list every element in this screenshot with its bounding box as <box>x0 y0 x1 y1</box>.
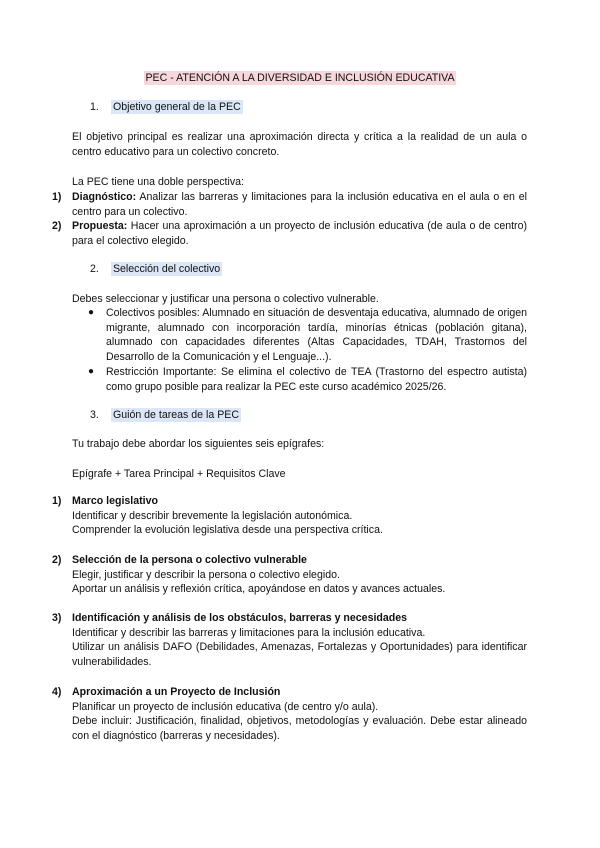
task-title: Identificación y análisis de los obstáculos, barreras y necesidades <box>72 612 408 624</box>
task-line: Aportar un análisis y reflexión crítica, apoyándose en datos y avances actuales. <box>72 583 446 595</box>
s3-formula: Epígrafe + Tarea Principal + Requisitos Clave <box>72 468 286 480</box>
s1-item-2 <box>52 219 527 248</box>
section-title: Objetivo general de la PEC <box>112 101 241 113</box>
task-4 <box>52 685 527 743</box>
section-number: 1. <box>90 101 99 113</box>
task-number: 3) <box>52 612 62 624</box>
s1-perspective: La PEC tiene una doble perspectiva: <box>72 176 244 188</box>
s2-intro: Debes seleccionar y justificar una persona o colectivo vulnerable. <box>72 293 379 305</box>
s1-intro: El objetivo principal es realizar una aproximación directa y crítica a la realidad de un aula o centro educativo para un colectivo concreto. <box>72 131 527 158</box>
task-line: Identificar y describir brevemente la legislación autonómica. <box>72 509 353 522</box>
bullet-text: Colectivos posibles: Alumnado en situación de desventaja educativa, alumnado de origen migrante, alumnado con incorporación tardía, minorías étnicas (población gitana), alumnado con capacidades diferentes (Altas Capacidades, TDAH, Trastornos del Desarrollo de la Comunicación y el Lenguaje...). <box>106 307 527 363</box>
task-number: 4) <box>52 686 62 698</box>
document-title: PEC - ATENCIÓN A LA DIVERSIDAD E INCLUSIÓN EDUCATIVA <box>145 72 455 84</box>
task-line: Identificar y describir las barreras y limitaciones para la inclusión educativa. <box>72 626 426 639</box>
s2-bullet-2 <box>80 365 527 394</box>
item-number: 2) <box>52 220 62 232</box>
task-3 <box>52 611 527 669</box>
s2-bullet-1 <box>80 306 527 364</box>
task-line: Elegir, justificar y describir la persona o colectivo elegido. <box>72 568 340 581</box>
task-title: Marco legislativo <box>72 495 158 507</box>
task-line: Debe incluir: Justificación, finalidad, objetivos, metodologías y evaluación. Debe estar alineado con el diagnóstico (barreras y necesidades). <box>72 715 527 742</box>
item-text: Hacer una aproximación a un proyecto de inclusión educativa (de aula o de centro) para el colectivo elegido. <box>72 220 527 247</box>
s1-item-1 <box>52 190 527 219</box>
task-line: Utilizar un análisis DAFO (Debilidades, Amenazas, Fortalezas y Oportunidades) para identificar vulnerabilidades. <box>72 641 527 668</box>
section-number: 3. <box>90 409 99 421</box>
document-title-row <box>0 71 600 86</box>
task-line: Comprender la evolución legislativa desde una perspectiva crítica. <box>72 524 383 536</box>
item-bold: Diagnóstico: <box>72 191 137 203</box>
task-1 <box>52 494 527 538</box>
task-line: Planificar un proyecto de inclusión educativa (de centro y/o aula). <box>72 700 379 713</box>
bullet-text: Restricción Importante: Se elimina el colectivo de TEA (Trastorno del espectro autista) como grupo posible para realizar la PEC este curso académico 2025/26. <box>106 366 527 393</box>
section-heading-2 <box>90 262 222 277</box>
section-heading-3 <box>90 408 241 423</box>
item-bold: Propuesta: <box>72 220 128 232</box>
section-heading-1 <box>90 100 243 115</box>
bullet-icon: ● <box>88 307 95 318</box>
task-number: 1) <box>52 495 62 507</box>
task-2 <box>52 553 527 597</box>
item-text: Analizar las barreras y limitaciones para la inclusión educativa en el aula o en el centro para un colectivo. <box>72 191 527 218</box>
task-number: 2) <box>52 554 62 566</box>
task-title: Aproximación a un Proyecto de Inclusión <box>72 686 281 698</box>
s3-intro: Tu trabajo debe abordar los siguientes seis epígrafes: <box>72 438 325 450</box>
section-number: 2. <box>90 263 99 275</box>
section-title: Selección del colectivo <box>112 263 221 275</box>
task-title: Selección de la persona o colectivo vulnerable <box>72 554 307 566</box>
section-title: Guión de tareas de la PEC <box>112 409 239 421</box>
item-number: 1) <box>52 191 62 203</box>
bullet-icon: ● <box>88 366 95 377</box>
